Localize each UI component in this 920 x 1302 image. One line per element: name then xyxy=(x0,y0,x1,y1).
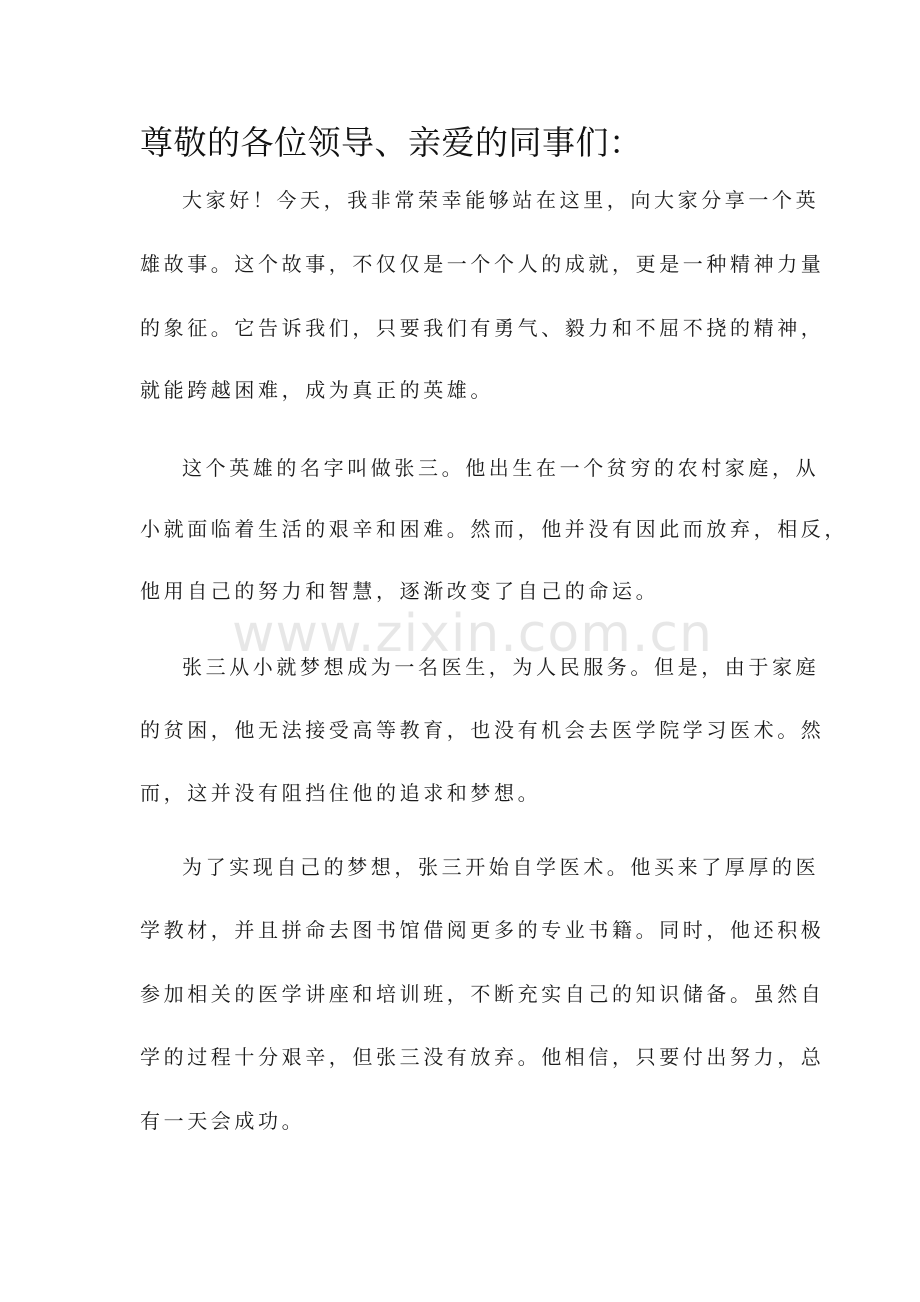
paragraph-2-line-2: 小就面临着生活的艰辛和困难。然而，他并没有因此而放弃，相反， xyxy=(140,517,848,541)
paragraph-3-line-3: 而，这并没有阻挡住他的追求和梦想。 xyxy=(140,781,542,805)
paragraph-1-line-2: 雄故事。这个故事，不仅仅是一个个人的成就，更是一种精神力量 xyxy=(140,252,825,276)
salutation-heading: 尊敬的各位领导、亲爱的同事们： xyxy=(140,123,643,162)
paragraph-3-line-1: 张三从小就梦想成为一名医生，为人民服务。但是，由于家庭 xyxy=(182,655,820,679)
paragraph-4-line-5: 有一天会成功。 xyxy=(140,1109,306,1133)
paragraph-1-line-4: 就能跨越困难，成为真正的英雄。 xyxy=(140,378,494,402)
paragraph-4-line-4: 学的过程十分艰辛，但张三没有放弃。他相信，只要付出努力，总 xyxy=(140,1045,825,1069)
paragraph-1-line-1: 大家好！今天，我非常荣幸能够站在这里，向大家分享一个英 xyxy=(182,188,820,212)
paragraph-2-line-1: 这个英雄的名字叫做张三。他出生在一个贫穷的农村家庭，从 xyxy=(182,456,820,480)
paragraph-3-line-2: 的贫困，他无法接受高等教育，也没有机会去医学院学习医术。然 xyxy=(140,718,825,742)
paragraph-1-line-3: 的象征。它告诉我们，只要我们有勇气、毅力和不屈不挠的精神， xyxy=(140,316,825,340)
paragraph-4-line-2: 学教材，并且拼命去图书馆借阅更多的专业书籍。同时，他还积极 xyxy=(140,918,825,942)
paragraph-2-line-3: 他用自己的努力和智慧，逐渐改变了自己的命运。 xyxy=(140,579,660,603)
watermark: www.zixin.com.cn xyxy=(232,604,713,664)
paragraph-4-line-1: 为了实现自己的梦想，张三开始自学医术。他买来了厚厚的医 xyxy=(182,855,820,879)
paragraph-4-line-3: 参加相关的医学讲座和培训班，不断充实自己的知识储备。虽然自 xyxy=(140,982,825,1006)
